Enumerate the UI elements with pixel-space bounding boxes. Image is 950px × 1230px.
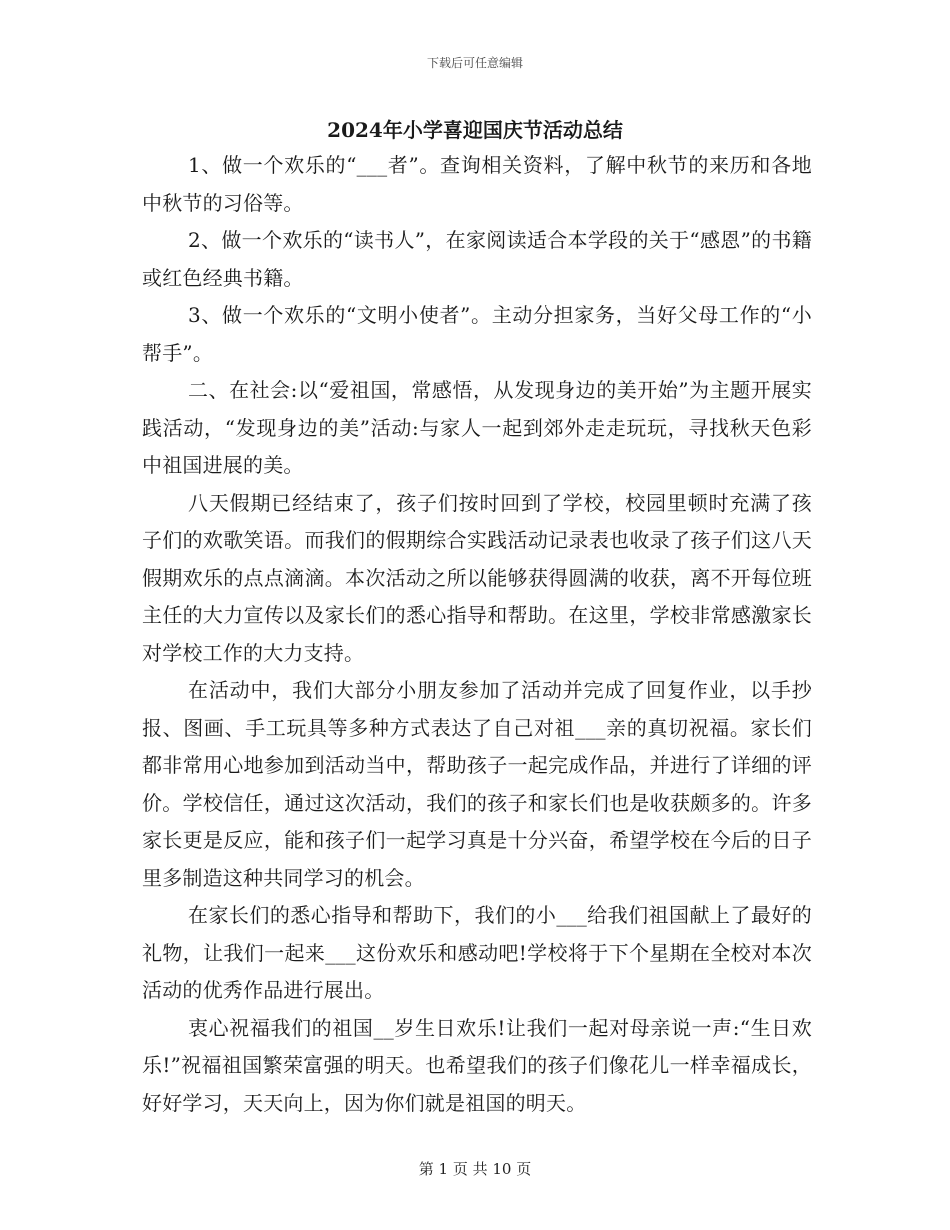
paragraph-2: 2、做一个欢乐的“读书人”，在家阅读适合本学段的关于“感恩”的书籍或红色经典书籍。 [142, 228, 812, 290]
header-note: 下载后可任意编辑 [426, 56, 523, 70]
paragraph-7: 在家长们的悉心指导和帮助下，我们的小___给我们祖国献上了最好的礼物，让我们一起来___这份欢乐和感动吧!学校将于下个星期在全校对本次活动的优秀作品进行展出。 [142, 903, 812, 1002]
document-body [142, 147, 812, 1122]
paragraph-6: 在活动中，我们大部分小朋友参加了活动并完成了回复作业，以手抄报、图画、手工玩具等多种方式表达了自己对祖___亲的真切祝福。家长们都非常用心地参加到活动当中，帮助孩子一起完成作品，并进行了详细的评价。学校信任，通过这次活动，我们的孩子和家长们也是收获颇多的。许多家长更是反应，能和孩子们一起学习真是十分兴奋，希望学校在今后的日子里多制造这种共同学习的机会。 [142, 678, 812, 890]
paragraph-5: 八天假期已经结束了，孩子们按时回到了学校，校园里顿时充满了孩子们的欢歌笑语。而我们的假期综合实践活动记录表也收录了孩子们这八天假期欢乐的点点滴滴。本次活动之所以能够获得圆满的收获，离不开每位班主任的大力宣传以及家长们的悉心指导和帮助。在这里，学校非常感激家长对学校工作的大力支持。 [142, 490, 812, 665]
paragraph-1: 1、做一个欢乐的“___者”。查询相关资料，了解中秋节的来历和各地中秋节的习俗等。 [142, 153, 812, 215]
paragraph-3: 3、做一个欢乐的“文明小使者”。主动分担家务，当好父母工作的“小帮手”。 [142, 303, 812, 365]
page-indicator: 第 1 页 共 10 页 [418, 1160, 532, 1178]
document-title: 2024年小学喜迎国庆节活动总结 [327, 118, 623, 142]
paragraph-4: 二、在社会:以“爱祖国，常感悟，从发现身边的美开始”为主题开展实践活动，“发现身边的美”活动:与家人一起到郊外走走玩玩，寻找秋天色彩中祖国进展的美。 [142, 378, 812, 477]
paragraph-8: 衷心祝福我们的祖国__岁生日欢乐!让我们一起对母亲说一声:“生日欢乐!”祝福祖国繁荣富强的明天。也希望我们的孩子们像花儿一样幸福成长，好好学习，天天向上，因为你们就是祖国的明天。 [142, 1015, 812, 1115]
